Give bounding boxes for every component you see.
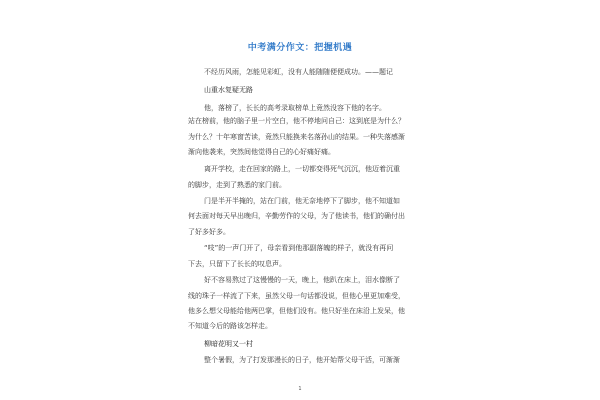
paragraph-line: 何去面对每天早出晚归，辛勤劳作的父母，为了他读书，他们的确付出 [188, 212, 405, 220]
paragraph-line: 好不容易熬过了这慢慢的一天，晚上，他趴在床上，泪水像断了 [204, 276, 400, 284]
paragraph-line: 他多么想父母能给他两巴掌，但他们没有。他只好坐在床沿上发呆，他 [188, 307, 405, 315]
paragraph-line: 他，落榜了，长长的高考录取榜单上竟然没容下他的名字。 [204, 104, 386, 112]
paragraph-line: 不知道今后的路该怎样走。 [188, 322, 272, 330]
paragraph-line: 整个暑假，为了打发那漫长的日子，他开始帮父母干活，可渐渐 [204, 356, 400, 364]
paragraph-line: 为什么？十年寒窗苦读，竟然只能换来名落孙山的结果。一种失落感渐 [188, 133, 405, 141]
section-heading: 柳暗花明又一村 [204, 340, 253, 348]
paragraph-line: 门是半开半掩的，站在门前，他无奈地停下了脚步，他不知道如 [204, 197, 400, 205]
paragraph-line: 离开学校，走在回家的路上，一切都变得死气沉沉，他迈着沉重 [204, 165, 400, 173]
epigraph-line: 不经历风雨，怎能见彩虹，没有人能随随便便成功。——题记 [204, 68, 393, 76]
paragraph-line: 站在榜前，他的脑子里一片空白，他不停地问自己：这到底是为什么？ [188, 117, 405, 125]
section-heading: 山重水复疑无路 [204, 86, 253, 94]
document-title: 中考满分作文：把握机遇 [247, 43, 353, 53]
paragraph-line: 线的珠子一样流了下来，虽然父母一句话都没说，但他心里更加难受， [188, 292, 405, 300]
paragraph-line: 的脚步，走到了熟悉的家门前。 [188, 181, 286, 189]
page-number: 1 [298, 386, 302, 392]
paragraph-line: 了好多好多。 [188, 228, 230, 236]
paragraph-line: 渐向他袭来，突然间他觉得自己的心好痛好痛。 [188, 148, 335, 156]
paragraph-line: “吱”的一声门开了，母亲看到他那副落魄的样子，就没有再问 [204, 244, 394, 252]
paragraph-line: 下去，只留下了长长的叹息声。 [188, 260, 286, 268]
